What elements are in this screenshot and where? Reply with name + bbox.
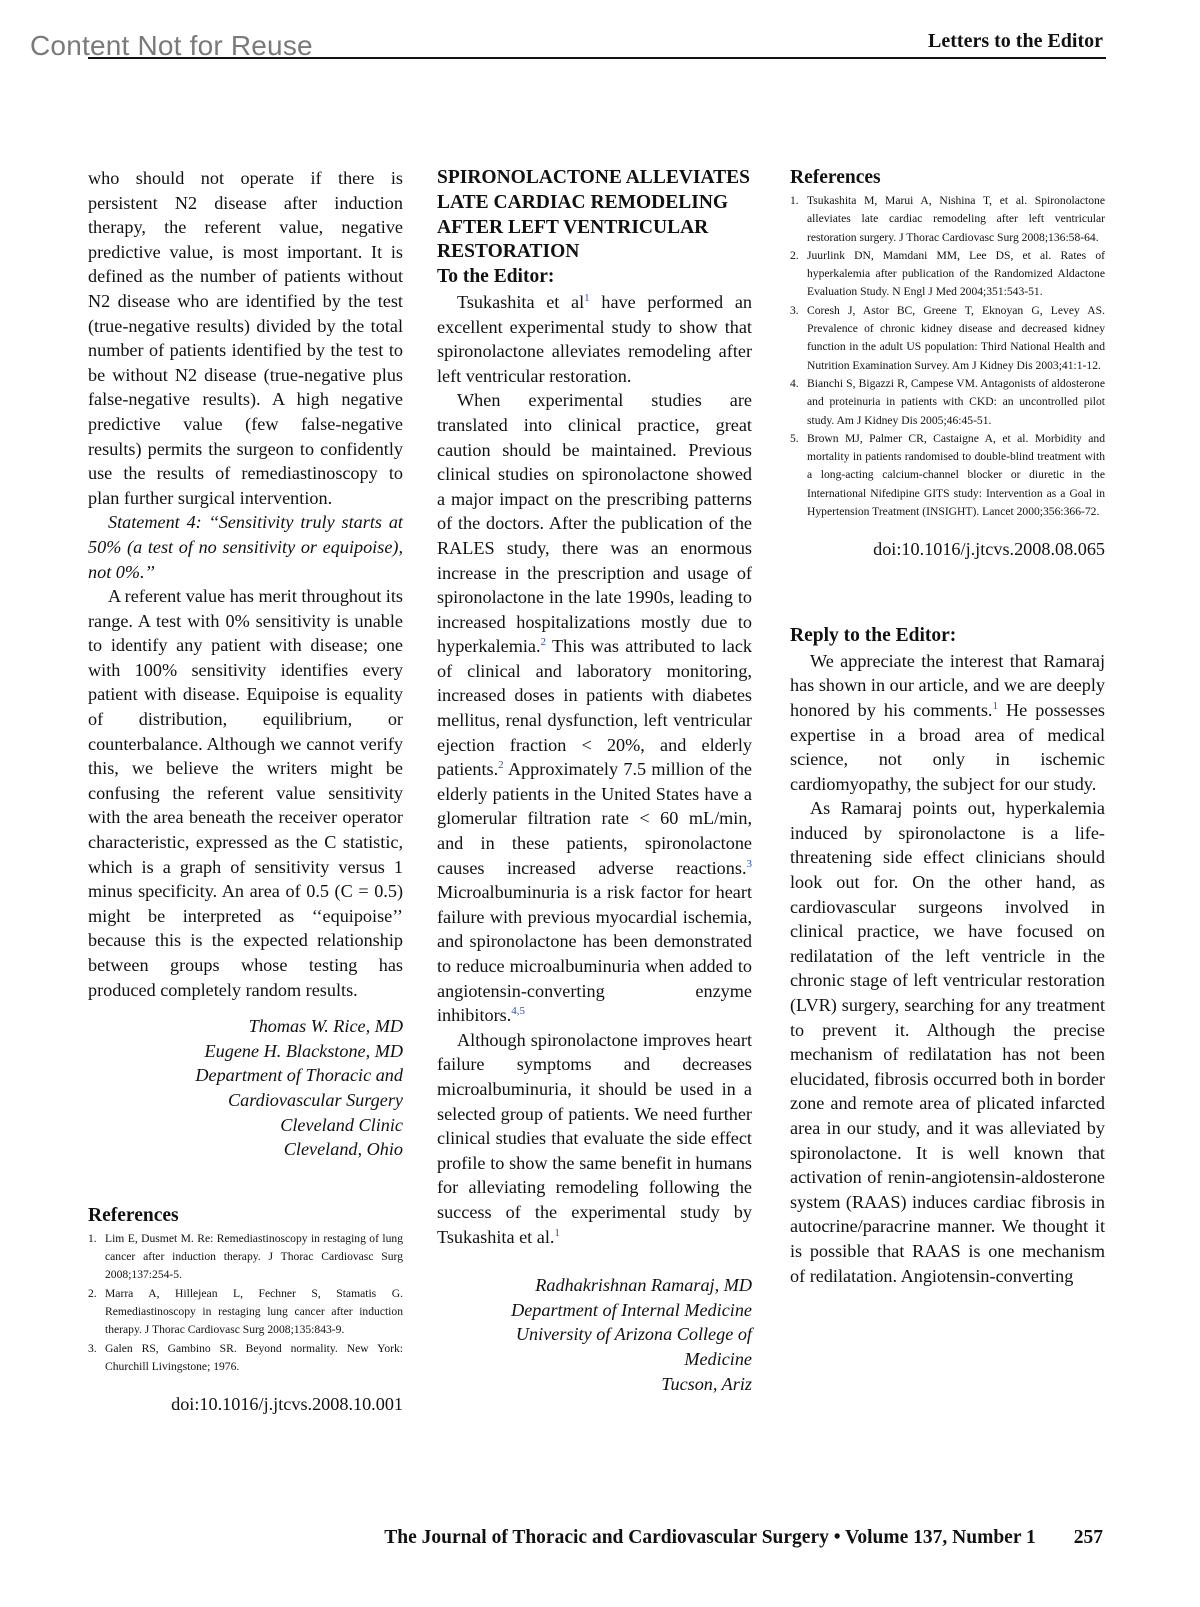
reference-item: 3. Coresh J, Astor BC, Greene T, Eknoyan G, Levey AS. Prevalence of chronic kidney disease and decreased kidney function in the adult US population: Third National Health and Nutrition Examination Survey. Am J Kidney Dis 2003;41:1-12. — [790, 303, 1105, 372]
paragraph: When experimental studies are translated into clinical practice, great caution should be maintained. Previous clinical studies on spironolactone showed a major impact on the prescribing patterns of the doctors. After the publication of the RALES study, there was an enormous increase in the prescription and usage of spironolactone in the late 1990s, leading to increased hospitalizations mostly due to hyperkalemia.$^2$ This was attributed to lack of clinical and laboratory monitoring, increased doses in patients with diabetes mellitus, renal dysfunction, left ventricular ejection fraction < 20%, and elderly patients.$^2$ Approximately 7.5 million of the elderly patients in the United States have a glomerular filtration rate < 60 mL/min, and in these patients, spironolactone causes increased adverse reactions.$^3$ Microalbuminuria is a risk factor for heart failure with previous myocardial ischemia, and spironolactone has been demonstrated to reduce microalbuminuria when added to angiotensin-converting enzyme inhibitors.$^{4,5}$ — [437, 390, 752, 1026]
header-rule — [88, 57, 1106, 59]
reference-item: 5. Brown MJ, Palmer CR, Castaigne A, et al. Morbidity and mortality in patients randomised to double-blind treatment with a long-acting calcium-channel blocker or diuretic in the International Nifedipine GITS study: Intervention as a Goal in Hypertension Treatment (INSIGHT). Lancet 2000;356:366-72. — [790, 431, 1105, 519]
citation-link[interactable]: 1 — [584, 291, 590, 304]
reference-item: 3. Galen RS, Gambino SR. Beyond normality. New York: Churchill Livingstone; 1976. — [88, 1341, 403, 1373]
signature-line: Department of Internal Medicine — [511, 1299, 752, 1320]
signature-line: Cardiovascular Surgery — [228, 1089, 403, 1110]
signature-line: Department of Thoracic and — [195, 1065, 403, 1086]
statement-4: Statement 4: ‘‘Sensitivity truly starts at 50% (a test of no sensitivity or equipoise), not 0%.’’ — [88, 512, 403, 582]
references-heading: References — [790, 167, 881, 188]
salutation: To the Editor: — [437, 266, 555, 288]
signature-line: Medicine — [684, 1348, 752, 1369]
signature-line: Tucson, Ariz — [661, 1373, 752, 1394]
reply-heading: Reply to the Editor: — [790, 624, 957, 646]
signature-line: Thomas W. Rice, MD — [248, 1016, 403, 1037]
citation-link[interactable]: 2 — [498, 759, 504, 772]
citation-link[interactable]: 4,5 — [511, 1005, 526, 1018]
signature-block — [88, 1014, 403, 1162]
signature-block — [437, 1273, 752, 1396]
column-1 — [88, 166, 403, 1417]
reference-list — [790, 192, 1105, 521]
signature-line: Cleveland Clinic — [280, 1114, 403, 1135]
section-title: Letters to the Editor — [928, 30, 1103, 52]
citation-link[interactable]: 3 — [746, 857, 752, 870]
reference-item: 2. Marra A, Hillejean L, Fechner S, Stamatis G. Remediastinoscopy in restaging lung cancer after induction therapy. J Thorac Cardiovasc Surg 2008;135:843-9. — [88, 1286, 403, 1337]
column-3 — [790, 166, 1105, 1288]
signature-line: Radhakrishnan Ramaraj, MD — [535, 1275, 752, 1296]
paragraph: A referent value has merit throughout its range. A test with 0% sensitivity is unable to identify any patient with disease; one with 100% sensitivity identifies every patient with disease. Equipoise is equality of distribution, equilibrium, or counterbalance. Although we cannot verify this, we believe the writers might be confusing the referent value sensitivity with the area beneath the receiver operator characteristic, expressed as the C statistic, which is a graph of sensitivity versus 1 minus specificity. An area of 0.5 (C = 0.5) might be interpreted as ‘‘equipoise’’ because this is the expected relationship between groups whose testing has produced completely random results. — [88, 586, 403, 1000]
reference-item: 1. Tsukashita M, Marui A, Nishina T, et al. Spironolactone alleviates late cardiac remodeling after left ventricular restoration surgery. J Thorac Cardiovasc Surg 2008;136:58-64. — [790, 194, 1105, 244]
reference-item: 2. Juurlink DN, Mamdani MM, Lee DS, et al. Rates of hyperkalemia after publication of the Randomized Aldactone Evaluation Study. N Engl J Med 2004;351:543-51. — [790, 248, 1105, 299]
signature-line: Cleveland, Ohio — [283, 1139, 403, 1160]
signature-line: Eugene H. Blackstone, MD — [204, 1040, 403, 1061]
footer — [384, 1527, 1103, 1549]
doi: doi:10.1016/j.jtcvs.2008.08.065 — [873, 539, 1105, 560]
paragraph: who should not operate if there is persistent N2 disease after induction therapy, the referent value, negative predictive value, is most important. It is defined as the number of patients without N2 disease who are identified by the test (true-negative results) divided by the total number of patients identified by the test to be without N2 disease (true-negative plus false-negative results). A high negative predictive value (few false-negative results) permits the surgeon to confidently use the results of remediastinoscopy to plan further surgical intervention. — [88, 168, 403, 508]
paragraph: As Ramaraj points out, hyperkalemia induced by spironolactone is a life-threatening side effect clinicians should look out for. On the other hand, as cardiovascular surgeons involved in clinical practice, we have focused on redilatation of the left ventricle in the chronic stage of left ventricular restoration (LVR) surgery, searching for any treatment to prevent it. Although the precise mechanism of redilatation has not been elucidated, fibrosis occurred both in border zone and remote area of plicated infarcted area in our study, and it was alleviated by spironolactone. It is well known that activation of renin-angiotensin-aldosterone system (RAAS) induces cardiac fibrosis in autocrine/paracrine manner. We thought it is possible that RAAS is one mechanism of redilatation. Angiotensin-converting — [790, 798, 1105, 1286]
signature-line: University of Arizona College of — [515, 1324, 752, 1345]
watermark: Content Not for Reuse — [30, 30, 313, 61]
reference-list — [88, 1230, 403, 1376]
paragraph: We appreciate the interest that Ramaraj has shown in our article, and we are deeply honored by his comments.$^1$ He possesses expertise in a broad area of medical science, not only in ischemic cardiomyopathy, the subject for our study. — [790, 650, 1105, 794]
citation-link[interactable]: 1 — [992, 699, 998, 712]
paragraph: Tsukashita et $al^1$ have performed an excellent experimental study to show that spironolactone alleviates remodeling after left ventricular restoration. — [437, 291, 752, 386]
citation-link[interactable]: 1 — [554, 1226, 560, 1239]
page-number: 257 — [1073, 1527, 1103, 1548]
reference-item: 4. Bianchi S, Bigazzi R, Campese VM. Antagonists of aldosterone and proteinuria in patients with CKD: an uncontrolled pilot study. Am J Kidney Dis 2005;46:45-51. — [790, 376, 1105, 427]
letter-title: SPIRONOLACTONE ALLEVIATES LATE CARDIAC REMODELING AFTER LEFT VENTRICULAR RESTORATION — [437, 167, 750, 263]
doi: doi:10.1016/j.jtcvs.2008.10.001 — [171, 1394, 403, 1415]
citation-link[interactable]: 2 — [540, 636, 547, 649]
references-heading: References — [88, 1204, 179, 1226]
paragraph: Although spironolactone improves heart failure symptoms and decreases microalbuminuria, it should be used in a selected group of patients. We need further clinical studies that evaluate the side effect profile to show the same benefit in humans for alleviating remodeling following the success of the experimental study by Tsukashita et al.$^1$ — [437, 1029, 752, 1247]
journal-citation: The Journal of Thoracic and Cardiovascular Surgery • Volume 137, Number 1 — [384, 1527, 1036, 1548]
column-2 — [437, 166, 752, 1396]
reference-item: 1. Lim E, Dusmet M. Re: Remediastinoscopy in restaging of lung cancer after induction therapy. J Thorac Cardiovasc Surg 2008;137:254-5. — [88, 1231, 403, 1282]
